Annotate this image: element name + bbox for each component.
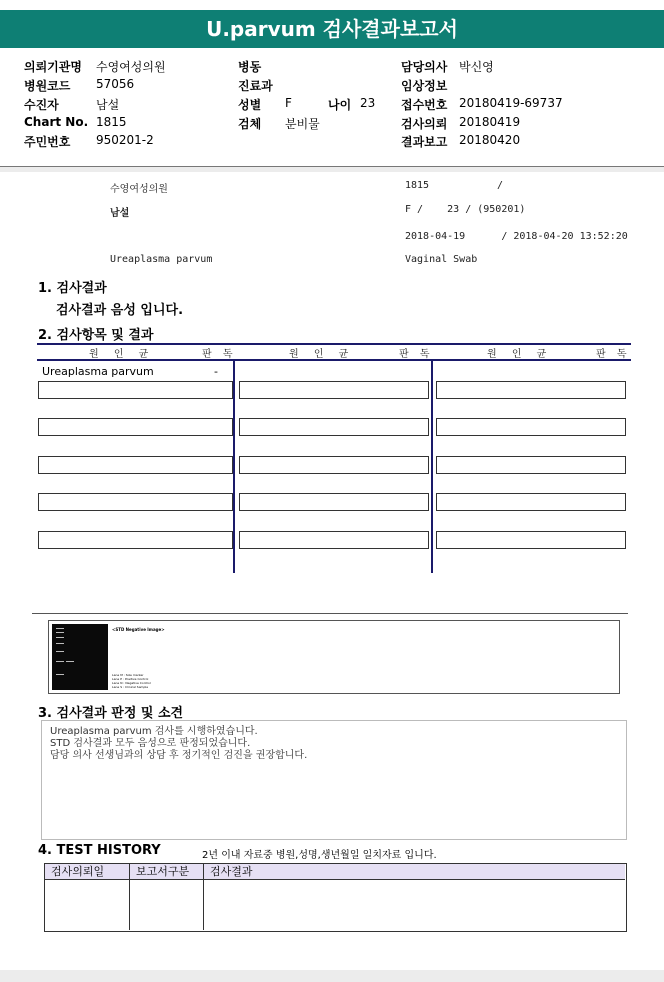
gel-legend xyxy=(112,673,151,689)
sub-chart: 1815 xyxy=(405,180,430,191)
column-divider xyxy=(431,361,433,573)
empty-cell xyxy=(436,531,626,549)
empty-cell xyxy=(436,418,626,436)
empty-cell xyxy=(436,493,626,511)
doctor-value: 박신영 xyxy=(459,60,494,74)
col-header-pathogen-1: 원 인 균 xyxy=(89,349,155,360)
report-date-value: 20180420 xyxy=(459,133,521,147)
opinion-box xyxy=(41,720,627,840)
history-col-divider xyxy=(129,880,130,930)
header-row-report xyxy=(401,133,521,150)
footer-band xyxy=(0,970,664,982)
gel-band xyxy=(56,651,64,652)
col-header-judge-1: 판 독 xyxy=(202,349,237,360)
empty-cell xyxy=(239,381,429,399)
gel-band xyxy=(56,643,64,644)
chart-label: Chart No. xyxy=(24,115,89,129)
ward-label: 병동 xyxy=(238,60,262,74)
specimen-label: 검체 xyxy=(238,117,262,131)
header-row-specimen xyxy=(238,115,320,132)
header-row-id xyxy=(24,133,154,150)
header-row-patient xyxy=(24,96,120,113)
gel-band xyxy=(56,628,64,629)
header-row-clinical xyxy=(401,77,447,94)
header-row-sex xyxy=(238,96,376,113)
header-row-request xyxy=(401,115,521,132)
clinical-info-label: 임상정보 xyxy=(401,79,448,93)
gel-legend-item: Lane S : Clinical Sample xyxy=(112,685,149,689)
history-col-divider xyxy=(203,880,204,930)
receipt-no-label: 접수번호 xyxy=(401,98,448,112)
header-row-ward xyxy=(238,58,261,75)
request-date-label: 검사의뢰 xyxy=(401,117,448,131)
age-label: 나이 xyxy=(328,98,352,112)
report-date-label: 결과보고 xyxy=(401,135,448,149)
opinion-line: STD 검사결과 모두 음성으로 판정되었습니다. xyxy=(50,738,251,749)
report-title: U.parvum 검사결과보고서 xyxy=(0,10,664,48)
age-value: 23 xyxy=(360,96,376,110)
empty-cell xyxy=(239,493,429,511)
col-header-pathogen-2: 원 인 균 xyxy=(289,349,355,360)
history-col-report-type: 보고서구분 xyxy=(130,864,204,880)
section4-heading: 4. TEST HISTORY xyxy=(38,843,161,858)
empty-cell xyxy=(436,456,626,474)
header-row-doctor xyxy=(401,58,494,75)
sub-patient: 남설 xyxy=(110,208,130,219)
gel-legend-item: Lane M : Size marker xyxy=(112,673,144,677)
empty-cell xyxy=(38,531,233,549)
sex-value: F xyxy=(285,96,292,110)
row1-result: - xyxy=(214,365,218,378)
results-table-header xyxy=(37,343,631,361)
patient-value: 남설 xyxy=(96,98,120,112)
column-divider xyxy=(233,361,235,573)
col-header-pathogen-3: 원 인 균 xyxy=(487,349,553,360)
col-header-judge-3: 판 독 xyxy=(596,349,631,360)
sub-sex-age: F / 23 / (950201) xyxy=(405,204,526,215)
empty-cell xyxy=(239,456,429,474)
chart-value: 1815 xyxy=(96,115,127,129)
gel-band xyxy=(56,637,64,638)
gel-legend-item: Lane N : Negative Control xyxy=(112,681,151,685)
resident-id-value: 950201-2 xyxy=(96,133,154,147)
empty-cell xyxy=(38,493,233,511)
history-col-result: 검사결과 xyxy=(204,864,625,880)
header-row-code xyxy=(24,77,135,94)
receipt-no-value: 20180419-69737 xyxy=(459,96,563,110)
section2-heading: 2. 검사항목 및 결과 xyxy=(38,328,154,343)
gel-title: <STD Negative Image> xyxy=(112,627,165,632)
row1-pathogen: Ureaplasma parvum xyxy=(42,365,154,378)
section1-heading: 1. 검사결과 xyxy=(38,281,107,296)
opinion-line: 담당 의사 선생님과의 상담 후 정기적인 검진을 권장합니다. xyxy=(50,750,308,761)
opinion-line: Ureaplasma parvum 검사를 시행하였습니다. xyxy=(50,726,258,737)
sub-dates: 2018-04-19 / 2018-04-20 13:52:20 xyxy=(405,231,628,242)
sub-slash: / xyxy=(497,180,504,191)
empty-cell xyxy=(38,456,233,474)
empty-cell xyxy=(436,381,626,399)
header-row-hospital xyxy=(24,58,166,75)
divider-band xyxy=(0,167,664,172)
sub-specimen: Vaginal Swab xyxy=(405,254,478,265)
empty-cell xyxy=(239,418,429,436)
sub-hospital: 수영여성의원 xyxy=(110,184,168,195)
hospital-code-label: 병원코드 xyxy=(24,79,71,93)
sex-label: 성별 xyxy=(238,98,262,112)
resident-id-label: 주민번호 xyxy=(24,135,71,149)
separator-line xyxy=(32,613,628,614)
section1-result: 검사결과 음성 입니다. xyxy=(56,303,184,318)
request-date-value: 20180419 xyxy=(459,115,521,129)
history-table xyxy=(44,863,627,932)
gel-band xyxy=(66,661,74,662)
gel-band xyxy=(56,632,64,633)
specimen-value: 분비물 xyxy=(285,117,320,131)
doctor-label: 담당의사 xyxy=(401,60,448,74)
history-col-request-date: 검사의뢰일 xyxy=(45,864,130,880)
empty-cell xyxy=(239,531,429,549)
patient-label: 수진자 xyxy=(24,98,59,112)
gel-band xyxy=(56,674,64,675)
empty-cell xyxy=(38,381,233,399)
hospital-label: 의뢰기관명 xyxy=(24,60,82,74)
header-row-receipt xyxy=(401,96,563,113)
col-header-judge-2: 판 독 xyxy=(399,349,434,360)
gel-band xyxy=(56,661,64,662)
sub-test: Ureaplasma parvum xyxy=(110,254,213,265)
hospital-code-value: 57056 xyxy=(96,77,135,91)
gel-legend-item: Lane P : Positive Control xyxy=(112,677,149,681)
section3-heading: 3. 검사결과 판정 및 소견 xyxy=(38,706,184,721)
header-info xyxy=(0,0,664,167)
hospital-value: 수영여성의원 xyxy=(96,60,166,74)
gel-electrophoresis-image xyxy=(52,624,108,690)
history-note: 2년 이내 자료중 병원,성명,생년월일 일치자료 입니다. xyxy=(202,850,437,861)
empty-cell xyxy=(38,418,233,436)
header-row-chart xyxy=(24,115,127,129)
header-row-dept xyxy=(238,77,273,94)
dept-label: 진료과 xyxy=(238,79,273,93)
